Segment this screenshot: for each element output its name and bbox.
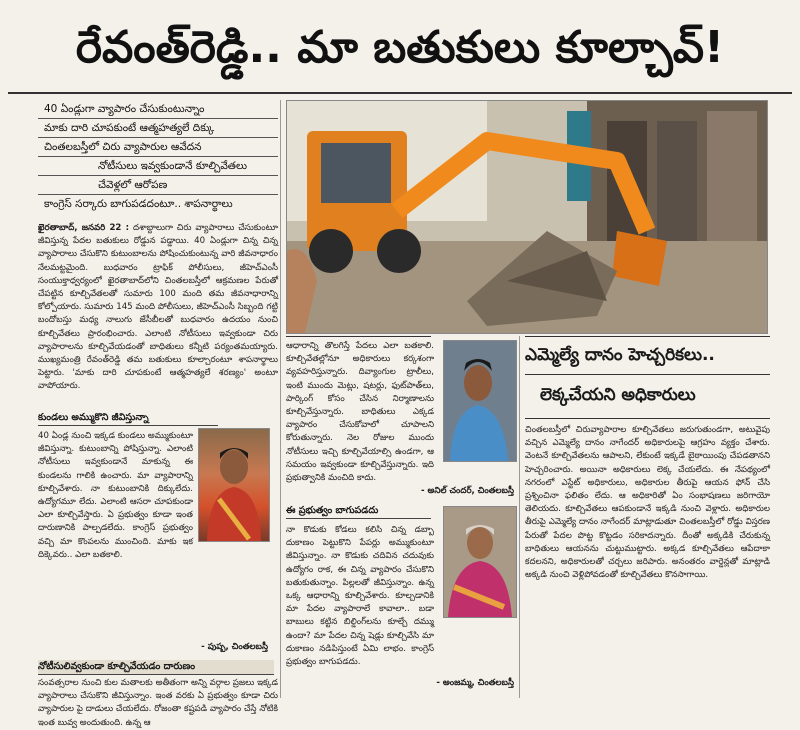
story-kundalu-byline: - పుష్ప, చింతలబస్తీ	[201, 642, 268, 652]
middle-heading-2: ఈ ప్రభుత్వం బాగుపడదు	[286, 504, 431, 519]
column-divider-right	[519, 336, 520, 698]
column-divider-left	[280, 100, 281, 698]
headline-rule	[8, 92, 792, 94]
kicker-stack	[38, 100, 278, 213]
middle-top-rule	[286, 336, 431, 337]
right-top-rule	[525, 336, 770, 337]
story-notice-text: సంవత్సరాల నుంచి కుల మతాలకు అతీతంగా అన్ని వర్గాల ప్రజలు ఇక్కడ వ్యాపారాలు చేసుకొని జీవిస్తున్నాం. ఇంత వరకు ఏ ప్రభుత్వం కూడా చిరు వ్యాపారుల పై దాడులు చేయలేదు. రోజంతా కష్టపడి వ్యాపారం చేస్తే నోటికి ఇంత బువ్వ అందుతుంది. ఉన్న ఆ	[38, 678, 278, 728]
kicker-2: మాకు దారి చూపకుంటే ఆత్మహత్యలే దిక్కు	[38, 119, 278, 138]
story-kundalu-heading: కుండలు అమ్ముకొని జీవిస్తున్నా	[38, 411, 218, 426]
main-article	[38, 222, 278, 408]
photo-anil	[443, 340, 517, 462]
kicker-4: నోటీసులు ఇవ్వకుండానే కూల్చివేతలు	[38, 157, 278, 176]
portrait-elder-woman-icon	[444, 507, 516, 617]
right-subhead-1: ఎమ్మెల్యే దానం హెచ్చరికలు..	[525, 345, 715, 365]
dateline: ఖైరతాబాద్‌, జనవరి 22 :	[38, 223, 130, 233]
right-subhead-2: లెక్కచేయని అధికారులు	[540, 385, 696, 405]
kicker-5: చేవెళ్లలో ఆరోపణ	[38, 176, 278, 195]
story-notice-heading: నోటీసులివ్వకుండా కూల్చివేయడం దారుణం	[38, 660, 274, 675]
right-bottom-rule	[525, 418, 770, 419]
right-story-text: చింతలబస్తీలో చిరువ్యాపారాల కూల్చివేతలు జరుగుతుండగా, అటువైపు వచ్చిన ఎమ్మెల్యే దానం నాగేందర్‌ అధికారులపై ఆగ్రహం వ్యక్తం చేశారు. వెంటనే కూల్చివేతలను ఆపాలని, లేకుంటే ఇక్కడే బైఠాయింపు చేపడతానని హెచ్చరించారు. అయినా అధికారులు లెక్క చేయలేదు. ఈ నేపథ్యంలో నగరంలో ఎస్టేట్‌ అధికారులు, అధికారుల తీరుపై ఆయన ఫోన్‌ చేసి ప్రశ్నించినా ఫలితం లేదు. ఆ అధికారితో ఏం సంభాషణలు జరిగాయో తెలియదు. కూల్చివేతలు ఆపకుండానే ఇక్కడి నుంచి వెళ్లారు. అధికారుల తీరుపై ఎమ్మెల్యే దానం నాగేందర్‌ మాట్లాడుతూ చింతలబస్తీలో రోడ్డు విస్తరణ పేరుతో పేదల పొట్ట కొట్టడం సరికాదన్నారు. దీంతో అక్కడికి చేరుకున్న బాధితులు ఆయనను చుట్టుముట్టారు. అక్కడ కూల్చివేతలు ఆపేదాకా కదలనని, అధికారులతో చర్చలు జరిపారు. అనంతరం వార్డెన్లతో మాట్లాడి అక్కడి నుంచి వెళ్లిపోవడంతో కూల్చివేతలు కొనసాగాయి.	[525, 425, 770, 581]
kicker-3: చింతలబస్తీలో చిరు వ్యాపారుల ఆవేదన	[38, 138, 278, 157]
kicker-6: కాంగ్రెస్‌ సర్కారు బాగుపడదంటూ.. శాపనార్థాలు	[44, 198, 233, 210]
headline: రేవంత్‌రెడ్డి.. మా బతుకులు కూల్చావ్‌!	[75, 22, 725, 73]
kicker-1: 40 ఏండ్లుగా వ్యాపారం చేసుకుంటున్నాం	[38, 100, 278, 119]
portrait-woman-icon	[199, 429, 269, 541]
middle-story-text-2: నా కొడుకు కోడలు కలిసి చిన్న డబ్బా దుకాణం పెట్టుకొని పేపర్లు అమ్ముకుంటూ జీవిస్తున్నాం. నా కొడుకు చదివిన చదువుకు ఉద్యోగం రాక, ఈ చిన్న వ్యాపారం చేసుకొని బతుకుతున్నాం. పిల్లలతో జీవిస్తున్నాం. ఉన్న ఒక్క ఆధారాన్ని కూల్చివేశారు. కూల్చడానికి మా పేదల వ్యాపారాలే కావాలా.. బడా బాబులు కట్టిన బిల్డింగ్‌లను కూల్చే దమ్ము ఉందా? మా పేదల చిన్న షెడ్లు కూల్చివేసి మా దుకాణం నడిపిస్తుంటే ఏమి లాభం. కాంగ్రెస్‌ ప్రభుత్వం బాగుపడదు.	[286, 525, 434, 668]
photo-anjamma	[443, 506, 517, 618]
excavator-scene-icon	[287, 101, 767, 333]
photo-demolition	[286, 100, 768, 334]
photo-pushpa	[198, 428, 270, 542]
story-kundalu-text: 40 ఏండ్ల నుంచి ఇక్కడ కుండలు అమ్ముకుంటూ జీవిస్తున్నా. కుటుంబాన్ని పోషిస్తున్నా. ఎలాంటి నోటీసులు ఇవ్వకుండానే మాకున్న ఈ కుండలను గాలికి ఉంచారు. మా వ్యాపారాన్ని కూల్చివేశారు. నా కుటుంబానికి దిక్కులేదు. ఉద్యోగమూ లేదు. ఎలాంటి ఆసరా చూపకుండా ఎలా కూల్చివేస్తారు. ఏ ప్రభుత్వం కూడా ఇంత దారుణానికి పాల్పడలేదు. కాంగ్రెస్‌ ప్రభుత్వం వచ్చి మా కొంపలను ముంచింది. మాకు ఇక దిక్కెవరు.. ఎలా బతకాలి.	[38, 431, 193, 560]
portrait-man-icon	[444, 341, 516, 461]
middle-story-text: ఆధారాన్ని తొలగిస్తే పేదలు ఎలా బతకాలి. కూల్చివేతల్లోనూ అధికారులు కర్కశంగా వ్యవహరిస్తున్నారు. దివ్యాంగుల ట్రాలీలు, ఇంటి ముందు మెట్లు, షటర్లు, ఫుట్‌పాత్‌లు, పార్కింగ్‌ కోసం చేసిన నిర్మాణాలను కూల్చివేస్తున్నారు. బాధితులు ఎక్కడ వ్యాపారం చేసుకోవాలో చూపాలని కోరుతున్నారు. నెల రోజుల ముందు నోటీసులు ఇచ్చి కూల్చివేయాల్సి ఉండగా, ఆ సమయం ఇవ్వకుండా కూల్చివేస్తున్నారు. ఇది ప్రభుత్వానికి మంచిది కాదు.	[286, 341, 434, 484]
right-mid-rule	[525, 374, 770, 375]
main-article-text: దశాబ్దాలుగా చిరు వ్యాపారాలు చేసుకుంటూ జీవిస్తున్న పేదల బతుకులు రోడ్డున పడ్డాయి. 40 ఏండ్లుగా చిన్న చిన్న వ్యాపారాలు చేసుకొని కుటుంబాలను పోషించుకుంటున్న వారి జీవనాధారం నేలమట్టమైంది. బుధవారం ట్రాఫిక్‌ పోలీసులు, జీహెచ్‌ఎంసీ సంయుక్తాధ్వర్యంలో ఖైరతాబాద్‌లోని చింతలబస్తీలో ఆక్రమణల పేరుతో చేపట్టిన కూల్చివేతలతో సుమారు 100 మంది తమ జీవనాధారాన్ని కోల్పోయారు. సుమారు 145 మంది పోలీసులు, జీహెచ్‌ఎంసీ సిబ్బంది గట్టి బందోబస్తు మధ్య నాలుగు జేసీబీలతో బుధవారం ఉదయం నుంచి కూల్చివేతలు ప్రారంభించారు. ఎలాంటి నోటీసులు ఇవ్వకుండా చిరు వ్యాపారాలను కూల్చివేయడంతో బాధితులు కన్నీటి పర్యంతమయ్యారు. ముఖ్యమంత్రి రేవంత్‌రెడ్డి తమ బతుకులు కూల్చారంటూ శాపనార్థాలు పెట్టారు. 'మాకు దారి చూపకుంటే ఆత్మహత్యలే శరణ్యం' అంటూ వాపోయారు.	[38, 223, 278, 392]
middle-byline-2: - అంజమ్మ, చింతలబస్తీ	[436, 678, 514, 688]
middle-byline: - అనిల్‌ చందర్‌, చింతలబస్తీ	[420, 486, 514, 496]
